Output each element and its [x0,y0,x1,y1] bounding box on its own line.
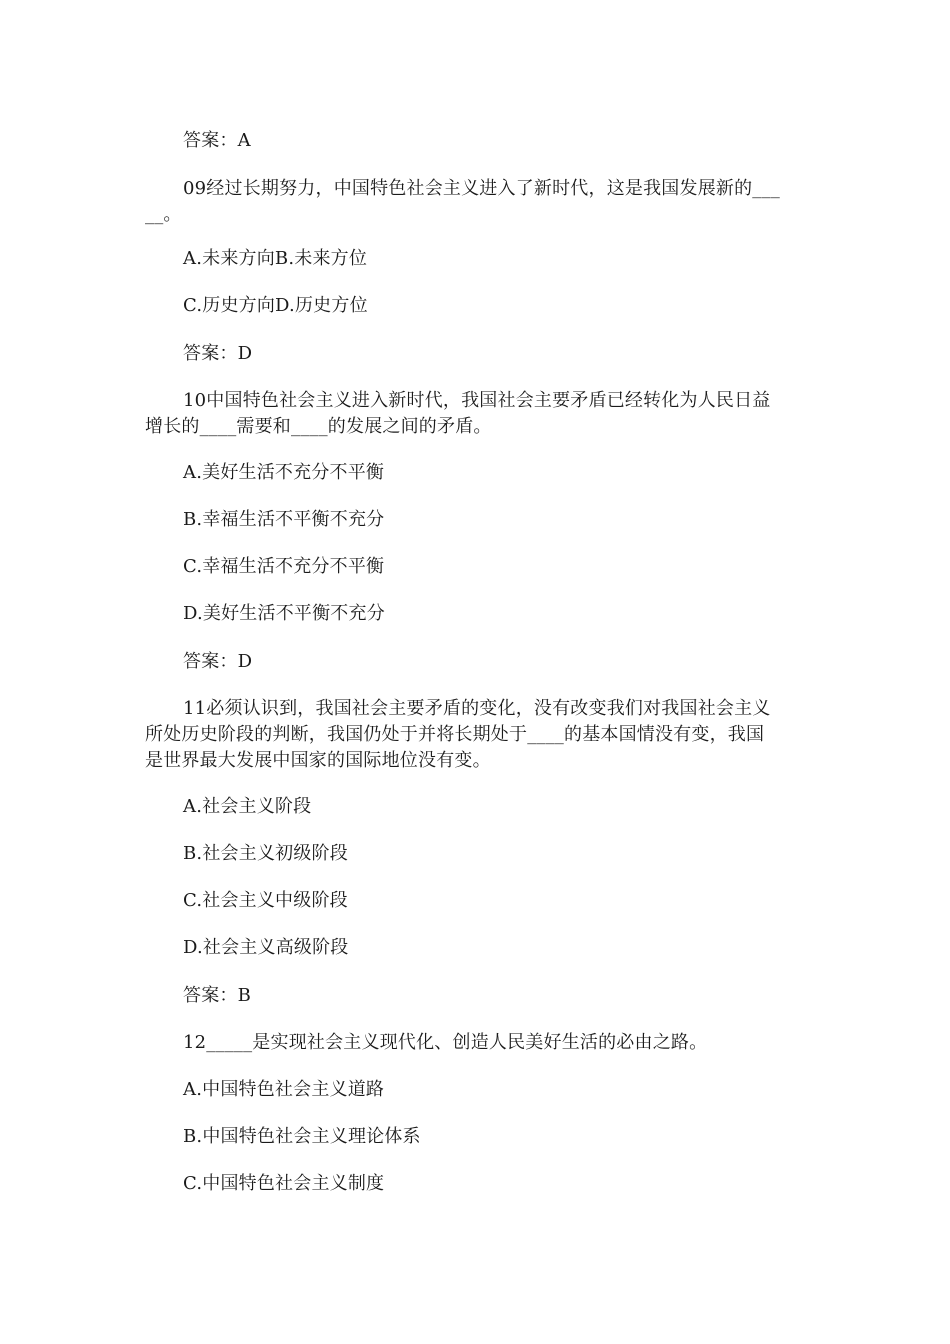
answer-08: 答案：A [183,130,251,151]
question-11-line-3: 是世界最大发展中国家的国际地位没有变。 [145,750,491,771]
question-11-option-b: B.社会主义初级阶段 [183,843,348,864]
question-10-option-c: C.幸福生活不充分不平衡 [183,556,385,577]
question-12-option-c: C.中国特色社会主义制度 [183,1173,385,1194]
answer-11: 答案：B [183,985,252,1006]
question-12-line-1: 12_____是实现社会主义现代化、创造人民美好生活的必由之路。 [183,1032,708,1053]
question-12-option-b: B.中国特色社会主义理论体系 [183,1126,421,1147]
answer-09: 答案：D [183,343,253,364]
question-10-option-d: D.美好生活不平衡不充分 [183,603,385,624]
question-11-option-d: D.社会主义高级阶段 [183,937,349,958]
question-09-line-1: 09经过长期努力，中国特色社会主义进入了新时代，这是我国发展新的___ [183,178,780,199]
question-11-option-a: A.社会主义阶段 [183,796,312,817]
question-09-options-ab: A.未来方向B.未来方位 [183,248,368,269]
question-09-options-cd: C.历史方向D.历史方位 [183,295,368,316]
question-10-line-2: 增长的____需要和____的发展之间的矛盾。 [145,416,492,437]
question-12-option-a: A.中国特色社会主义道路 [183,1079,385,1100]
answer-10: 答案：D [183,651,253,672]
question-11-line-2: 所处历史阶段的判断，我国仍处于并将长期处于____的基本国情没有变，我国 [145,724,765,745]
question-10-option-a: A.美好生活不充分不平衡 [183,462,385,483]
question-09-line-2: __。 [145,204,182,225]
question-10-line-1: 10中国特色社会主义进入新时代，我国社会主要矛盾已经转化为人民日益 [183,390,771,411]
question-11-option-c: C.社会主义中级阶段 [183,890,348,911]
question-11-line-1: 11必须认识到，我国社会主要矛盾的变化，没有改变我们对我国社会主义 [183,698,771,719]
question-10-option-b: B.幸福生活不平衡不充分 [183,509,385,530]
